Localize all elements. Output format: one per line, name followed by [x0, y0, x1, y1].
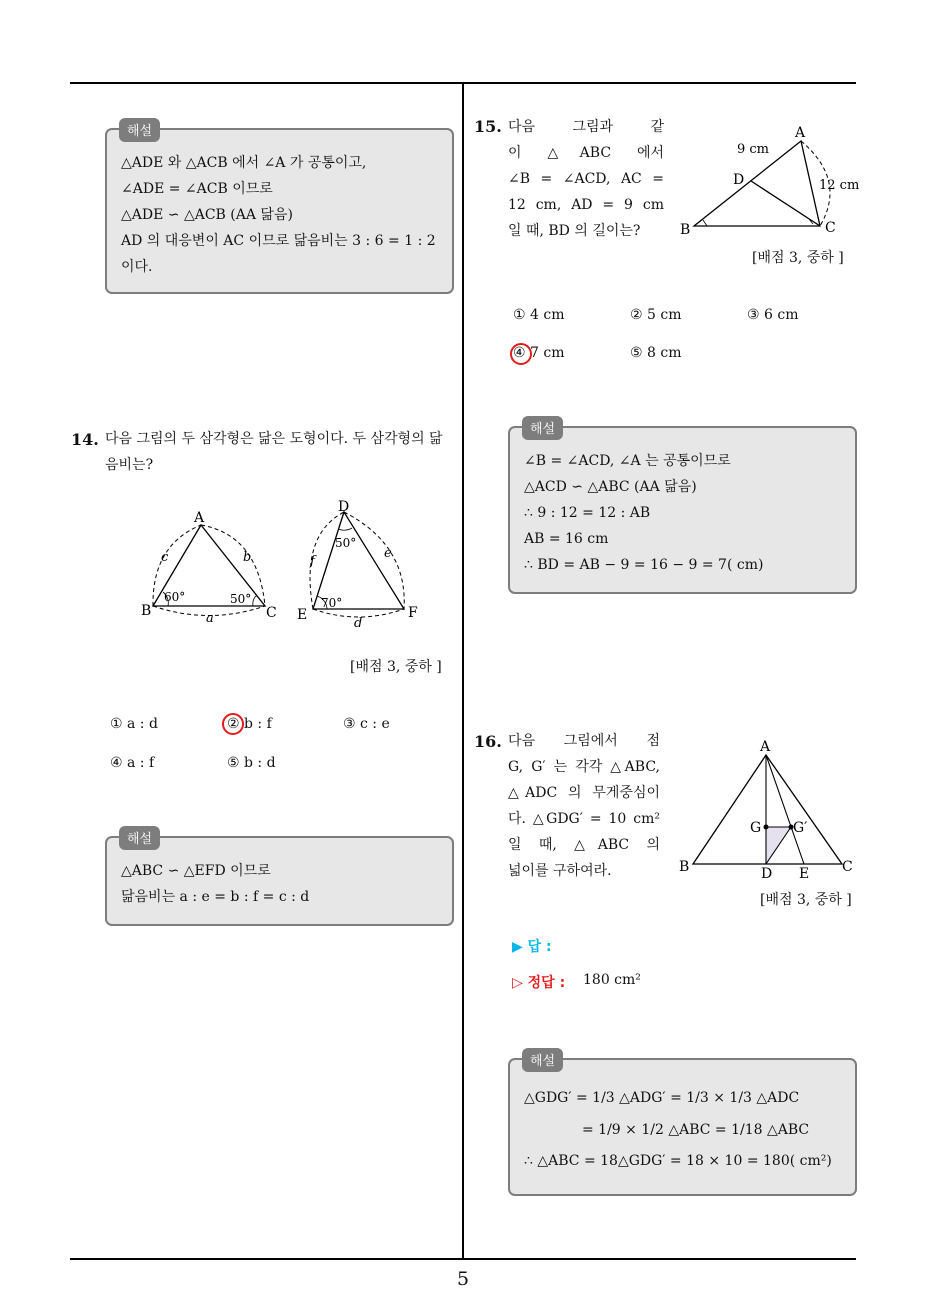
choice-15-3[interactable]: ③ 6 cm: [747, 307, 799, 323]
label-angle-b: 60°: [164, 590, 186, 604]
solution-tag: 해설: [522, 1048, 563, 1072]
question-line: 일 때, △ABC 의: [508, 837, 660, 853]
label-angle-c: 50°: [230, 592, 252, 606]
q14-figure: [130, 495, 430, 635]
label-A: A: [795, 125, 806, 141]
question-text-15: [508, 114, 664, 244]
label-E: E: [297, 607, 308, 623]
label-C: C: [842, 859, 853, 875]
question-line: △ADC 의 무게중심이: [508, 785, 660, 801]
choice-14-5[interactable]: ⑤ b : d: [227, 755, 276, 771]
label-E: E: [799, 866, 810, 882]
label-side-d: d: [354, 616, 363, 631]
solution-line: ∴ 9 : 12 = 12 : AB: [524, 505, 651, 521]
question-number-16: 16.: [474, 732, 502, 751]
label-ad-length: 9 cm: [737, 142, 770, 157]
label-A: A: [194, 510, 205, 526]
bottom-rule: [70, 1258, 856, 1260]
solution-line: ∴ BD = AB − 9 = 16 − 9 = 7( cm): [524, 557, 764, 573]
q16-figure: [675, 735, 865, 885]
solution-line: 이다.: [121, 259, 153, 275]
label-angle-e: 70°: [321, 596, 343, 610]
label-D: D: [733, 172, 745, 188]
solution-line: △GDG′ = 1/3 △ADG′ = 1/3 × 1/3 △ADC: [524, 1090, 800, 1106]
page-number: 5: [456, 1268, 470, 1290]
solution-box-14: [105, 832, 454, 926]
solution-line: △ABC ∽ △EFD 이므로: [121, 863, 271, 879]
score-15: [배점 3, 중하 ]: [752, 250, 844, 266]
label-G: G: [750, 820, 762, 836]
label-B: B: [141, 603, 152, 619]
question-text-14: 다음 그림의 두 삼각형은 닮은 도형이다. 두 삼각형의 닮음비는?: [105, 431, 443, 473]
label-angle-d: 50°: [335, 536, 357, 550]
solution-line: AD 의 대응변이 AC 이므로 닮음비는 3 : 6 = 1 : 2: [121, 233, 436, 249]
solution-line: = 1/9 × 1/2 △ABC = 1/18 △ABC: [582, 1122, 810, 1138]
question-number-15: 15.: [474, 117, 502, 136]
correct-answer-value: 180 cm²: [583, 972, 641, 988]
question-line: 다음 그림에서 점: [508, 733, 660, 749]
answer-input-label[interactable]: ▶ 답 :: [512, 939, 552, 955]
solution-box-13: [105, 124, 454, 294]
solution-box-16: [508, 1054, 857, 1196]
question-line: 넓이를 구하여라.: [508, 863, 612, 879]
label-C: C: [266, 605, 277, 621]
solution-line: AB = 16 cm: [524, 531, 609, 547]
question-line: 다. △GDG′ = 10 cm²: [508, 811, 660, 827]
label-D: D: [338, 499, 350, 515]
choice-15-1[interactable]: ① 4 cm: [513, 307, 565, 323]
label-side-f: f: [310, 554, 315, 569]
question-line: G, G′ 는 각각 △ABC,: [508, 759, 660, 775]
choice-15-2[interactable]: ② 5 cm: [630, 307, 682, 323]
label-C: C: [825, 220, 836, 236]
solution-tag: 해설: [119, 118, 160, 142]
score-14: [배점 3, 중하 ]: [350, 659, 442, 675]
label-B: B: [679, 859, 690, 875]
question-text-16: [508, 728, 660, 884]
solution-line: △ADE ∽ △ACB (AA 닮음): [121, 207, 293, 223]
choice-14-1[interactable]: ① a : d: [110, 716, 158, 732]
label-side-e: e: [384, 546, 392, 561]
label-D: D: [761, 866, 773, 882]
label-side-c: c: [161, 550, 169, 565]
label-A: A: [760, 739, 771, 755]
label-side-b: b: [243, 550, 252, 565]
choice-15-5[interactable]: ⑤ 8 cm: [630, 345, 682, 361]
solution-line: ∴ △ABC = 18△GDG′ = 18 × 10 = 180( cm²): [524, 1153, 832, 1169]
choice-14-3[interactable]: ③ c : e: [343, 716, 390, 732]
correct-answer-label: ▷ 정답 :: [512, 975, 566, 991]
column-divider: [462, 83, 464, 1259]
q15-figure: [675, 120, 865, 245]
question-line: 일 때, BD 의 길이는?: [508, 223, 641, 239]
choice-15-4[interactable]: ④ 7 cm: [513, 345, 565, 361]
question-line: 이 △ABC 에서: [508, 145, 664, 161]
solution-line: ∠ADE = ∠ACB 이므로: [121, 181, 273, 197]
choice-14-2[interactable]: ② b : f: [227, 716, 272, 732]
question-number-14: 14.: [71, 430, 99, 449]
label-ac-length: 12 cm: [819, 178, 860, 193]
question-line: 12 cm, AD = 9 cm: [508, 197, 664, 213]
label-side-a: a: [206, 611, 214, 626]
solution-box-15: [508, 422, 857, 594]
label-B: B: [680, 222, 691, 238]
solution-line: △ADE 와 △ACB 에서 ∠A 가 공통이고,: [121, 155, 367, 171]
question-line: ∠B = ∠ACD, AC =: [508, 171, 664, 187]
label-F: F: [408, 605, 418, 621]
score-16: [배점 3, 중하 ]: [760, 892, 852, 908]
choice-14-4[interactable]: ④ a : f: [110, 755, 155, 771]
question-line: 다음 그림과 같: [508, 119, 664, 135]
solution-line: ∠B = ∠ACD, ∠A 는 공통이므로: [524, 453, 731, 469]
solution-tag: 해설: [119, 826, 160, 850]
label-G-prime: G′: [793, 820, 808, 836]
solution-line: 닮음비는 a : e = b : f = c : d: [121, 889, 310, 905]
solution-tag: 해설: [522, 416, 563, 440]
solution-line: △ACD ∽ △ABC (AA 닮음): [524, 479, 697, 495]
